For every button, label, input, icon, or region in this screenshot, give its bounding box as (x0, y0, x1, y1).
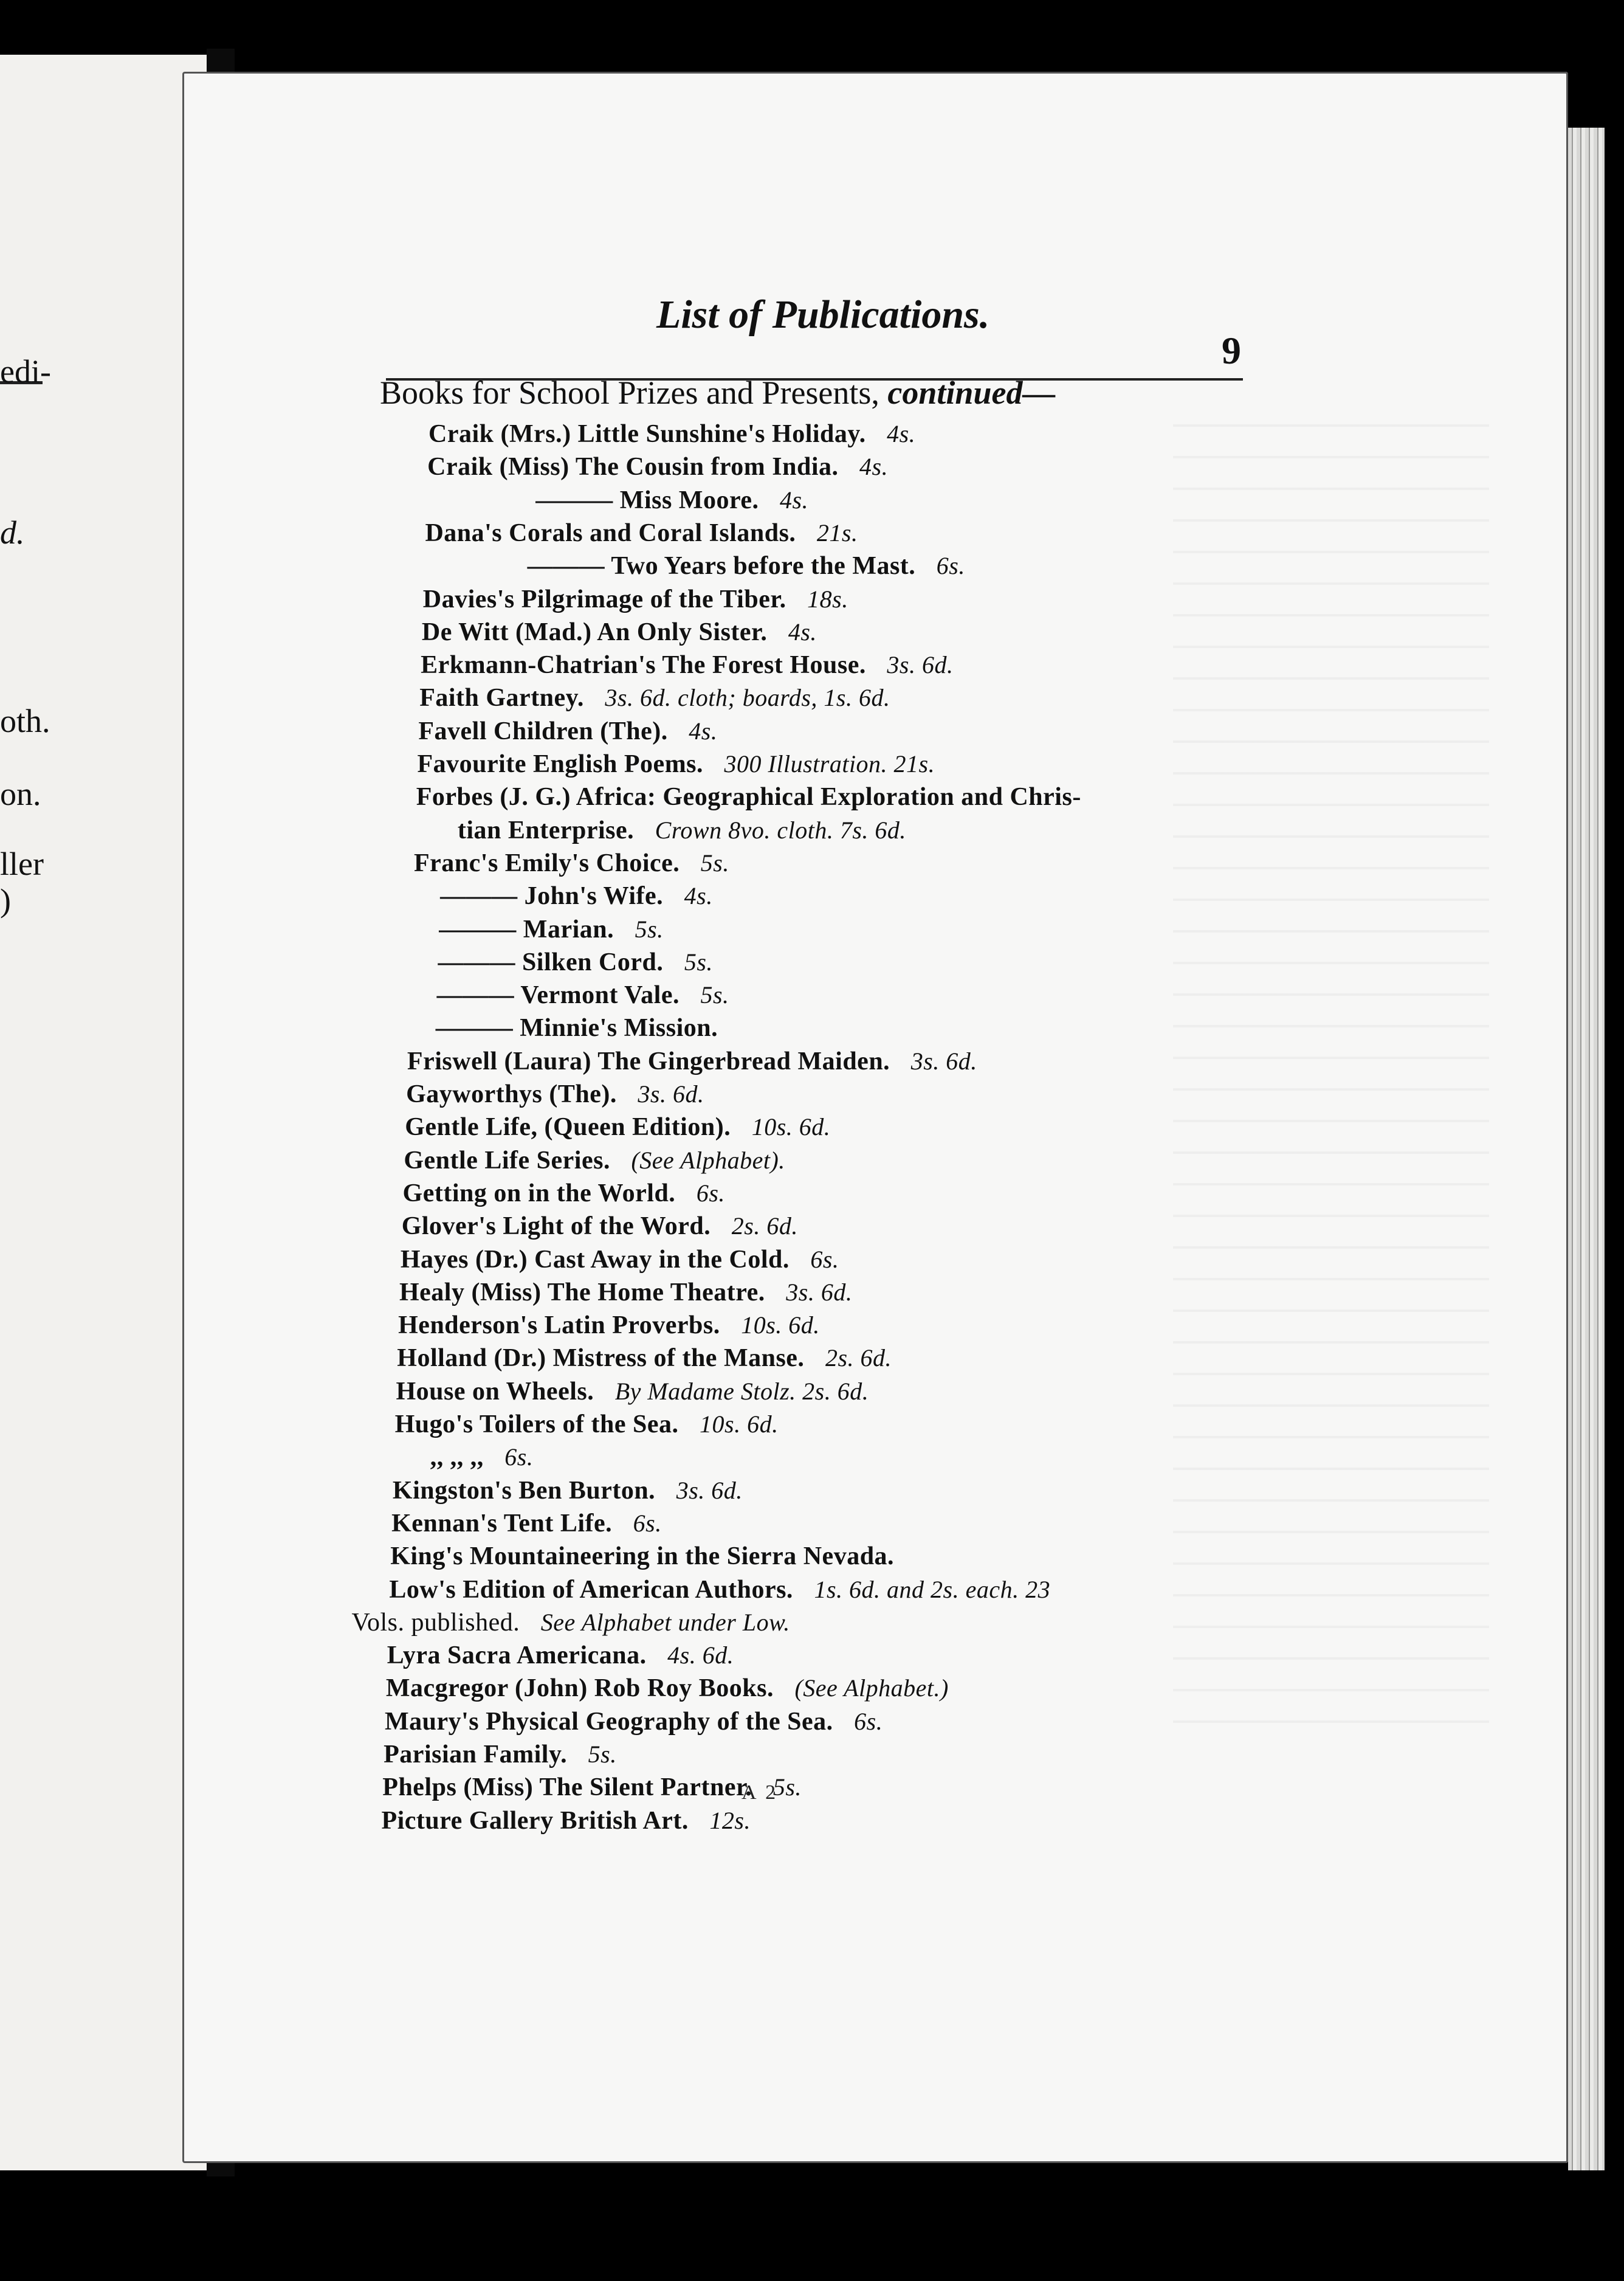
list-item (390, 1542, 894, 1571)
list-item-title: Hugo's Toilers of the Sea. (394, 1410, 679, 1438)
list-item-title: Maury's Physical Geography of the Sea. (384, 1707, 833, 1736)
list-item-title: King's Mountaineering in the Sierra Nevada. (390, 1542, 895, 1571)
list-item-price: 4s. (682, 717, 718, 745)
list-item (401, 1245, 839, 1274)
list-item-title: Erkmann-Chatrian's The Forest House. (421, 651, 866, 680)
list-item-price: 6s. (627, 1509, 662, 1537)
page-number: 9 (1222, 329, 1241, 372)
list-item-price: 12s. (703, 1806, 751, 1834)
list-item-title: Glover's Light of the Word. (401, 1212, 711, 1241)
list-item (398, 1311, 820, 1340)
list-item-title: Kingston's Ben Burton. (392, 1476, 656, 1505)
list-item-price: 3s. 6d. (631, 1080, 704, 1108)
list-item (438, 948, 712, 977)
list-item-price: 3s. 6d. (904, 1047, 977, 1075)
list-item-price: 4s. (880, 420, 916, 447)
list-item-price: 4s. 6d. (661, 1641, 734, 1669)
signature-mark: A 2 (741, 1781, 779, 1804)
list-item-title: Davies's Pilgrimage of the Tiber. (422, 585, 786, 613)
list-item-price: (See Alphabet.) (788, 1674, 949, 1702)
list-item (439, 915, 663, 944)
list-item (436, 1013, 718, 1043)
list-item-price: 6s. (847, 1707, 883, 1735)
list-item-title: Phelps (Miss) The Silent Partner. (382, 1773, 752, 1802)
list-item (387, 1641, 734, 1670)
list-item (381, 1806, 751, 1835)
list-item (427, 452, 888, 481)
list-item (389, 1575, 1050, 1604)
list-item-title: House on Wheels. (396, 1377, 594, 1406)
list-item-price: 4s. (678, 882, 713, 910)
list-item (416, 782, 1081, 812)
list-item-title: Healy (Miss) The Home Theatre. (399, 1278, 765, 1306)
list-item-price: 6s. (690, 1179, 725, 1207)
list-item (423, 585, 848, 614)
list-item (385, 1707, 883, 1736)
list-item-price: 4s. (782, 618, 817, 646)
list-item-title: Henderson's Latin Proverbs. (398, 1311, 720, 1340)
section-title-suffix: continued— (887, 374, 1056, 411)
list-item-price: By Madame Stolz. 2s. 6d. (608, 1377, 869, 1405)
list-item-price: 10s. 6d. (745, 1113, 831, 1141)
list-item (440, 882, 713, 911)
list-item-title: Kennan's Tent Life. (391, 1509, 613, 1537)
list-item (404, 1146, 785, 1175)
running-header: List of Publications. (656, 292, 990, 337)
list-item (535, 486, 808, 515)
list-item-title: Hayes (Dr.) Cast Away in the Cold. (400, 1245, 790, 1274)
list-item-title: ——— Miss Moore. (535, 486, 759, 514)
list-item (418, 717, 717, 746)
list-item (422, 618, 817, 647)
list-item (437, 981, 729, 1010)
list-item-title: Vols. published. (351, 1608, 520, 1637)
list-item-price: 18s. (800, 585, 848, 613)
list-item-price: 5s. (766, 1773, 802, 1801)
list-item-title: Gentle Life Series. (404, 1146, 610, 1175)
bleed-through (1173, 395, 1489, 1733)
list-item (458, 816, 906, 845)
list-item-title: Macgregor (John) Rob Roy Books. (385, 1674, 774, 1703)
list-item-price: 4s. (773, 486, 809, 514)
list-item (418, 750, 935, 779)
left-page-fragment: ) (0, 882, 11, 919)
list-item-price: 10s. 6d. (693, 1410, 779, 1438)
list-item-price: 2s. 6d. (819, 1344, 892, 1372)
left-page-fragment: oth. (0, 703, 50, 739)
list-item-title: Franc's Emily's Choice. (413, 849, 680, 877)
list-item-title: Low's Edition of American Authors. (389, 1575, 793, 1604)
list-item-price: 10s. 6d. (734, 1311, 820, 1339)
list-item (407, 1047, 977, 1076)
section-title-text: Books for School Prizes and Presents, (380, 374, 879, 411)
list-item-price: 6s. (498, 1443, 534, 1471)
list-item-price: 3s. 6d. (779, 1278, 853, 1306)
list-item (528, 551, 965, 581)
list-item-title: Gentle Life, (Queen Edition). (405, 1113, 731, 1142)
list-item-title: ——— Minnie's Mission. (435, 1014, 718, 1043)
list-item-title: Holland (Dr.) Mistress of the Manse. (397, 1344, 805, 1373)
list-item (421, 650, 953, 680)
list-item-title: Picture Gallery British Art. (381, 1806, 689, 1835)
list-item-price: 5s. (694, 849, 729, 877)
list-item-price: 1s. 6d. and 2s. each. 23 (807, 1575, 1051, 1603)
list-item-price: 4s. (853, 453, 889, 481)
list-item-title: Craik (Mrs.) Little Sunshine's Holiday. (428, 420, 866, 448)
list-item (428, 419, 915, 449)
list-item-price: 5s. (693, 981, 729, 1009)
list-item (396, 1377, 869, 1406)
list-item (419, 683, 890, 713)
list-item-title: Forbes (J. G.) Africa: Geographical Exploration and Chris- (416, 783, 1081, 812)
list-item-title: Dana's Corals and Coral Islands. (425, 519, 796, 547)
list-item (425, 519, 858, 548)
list-item-title: Favourite English Poems. (417, 750, 704, 778)
list-item-title: Lyra Sacra Americana. (387, 1641, 647, 1670)
list-item-price: 300 Illustration. 21s. (718, 750, 935, 778)
list-item (386, 1674, 949, 1703)
list-item (384, 1740, 617, 1769)
list-item-title: ,, ,, ,, (430, 1443, 484, 1472)
list-item-title: Gayworthys (The). (406, 1080, 617, 1108)
list-item-title: ——— Two Years before the Mast. (527, 552, 916, 581)
list-item (397, 1344, 892, 1373)
list-item-title: Getting on in the World. (402, 1179, 676, 1207)
list-item (405, 1113, 830, 1142)
list-item-price: Crown 8vo. cloth. 7s. 6d. (649, 816, 906, 844)
list-item (403, 1179, 725, 1208)
list-item-price: 3s. 6d. (880, 651, 954, 679)
list-item-title: Friswell (Laura) The Gingerbread Maiden. (407, 1047, 890, 1075)
list-item (391, 1509, 662, 1538)
list-item (430, 1443, 534, 1472)
left-page-fragment: on. (0, 776, 41, 812)
list-item (414, 849, 729, 878)
list-item-price: 3s. 6d. cloth; boards, 1s. 6d. (598, 684, 890, 712)
list-item (395, 1410, 779, 1439)
section-title (380, 374, 1055, 412)
list-item (382, 1773, 802, 1802)
list-item-title: Faith Gartney. (419, 684, 584, 713)
list-item-price: 3s. 6d. (670, 1476, 743, 1504)
page-edge (1568, 128, 1605, 2170)
left-page-fragment: edi- (0, 353, 51, 390)
list-item (406, 1080, 704, 1109)
list-item-title: Parisian Family. (384, 1741, 568, 1769)
list-item-price: (See Alphabet). (624, 1146, 785, 1174)
list-item-price: 5s. (628, 915, 664, 943)
list-item-title: ——— Marian. (439, 915, 614, 944)
list-item-title: De Witt (Mad.) An Only Sister. (421, 618, 768, 646)
list-item-title: Craik (Miss) The Cousin from India. (427, 453, 839, 481)
list-item-price: 6s. (803, 1245, 839, 1273)
list-item-price: 21s. (810, 519, 858, 547)
left-page-fragment: d. (0, 514, 25, 551)
list-item (399, 1278, 852, 1307)
list-item-price: 6s. (930, 552, 965, 580)
list-item (352, 1608, 790, 1637)
left-page-fragment: ller (0, 846, 44, 882)
list-item-price: 5s. (678, 948, 713, 976)
list-item (402, 1212, 798, 1241)
list-item (393, 1476, 743, 1505)
list-item-price: 2s. 6d. (725, 1212, 798, 1240)
list-item-title: ——— Silken Cord. (438, 948, 664, 976)
list-item-price: 5s. (582, 1741, 617, 1768)
list-item-price: See Alphabet under Low. (534, 1608, 790, 1636)
left-page (0, 55, 207, 2170)
list-item-title: Favell Children (The). (418, 717, 668, 745)
list-item-title: tian Enterprise. (457, 816, 635, 844)
list-item-title: ——— John's Wife. (440, 882, 664, 911)
list-item-title: ——— Vermont Vale. (436, 981, 680, 1010)
